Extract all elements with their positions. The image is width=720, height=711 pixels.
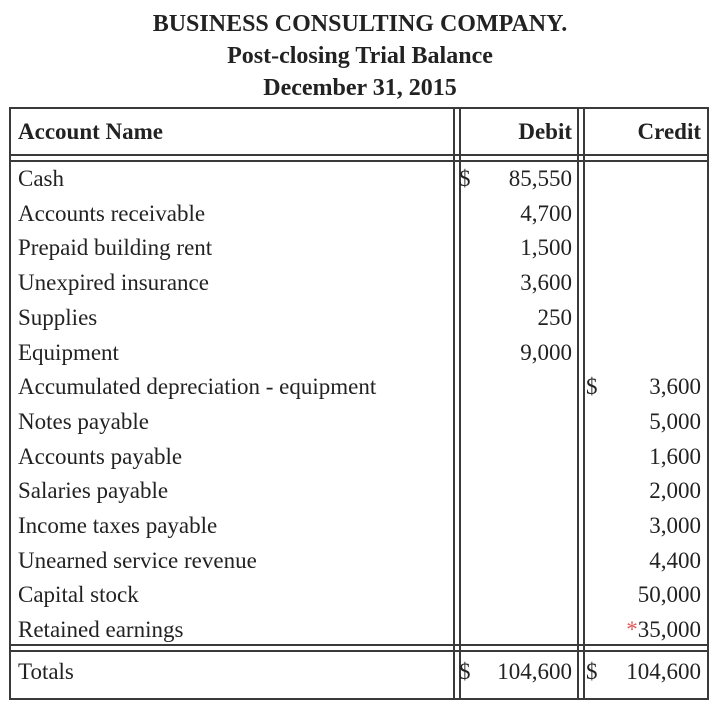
debit-amount: 4,700 [520, 200, 572, 226]
totals-credit-symbol: $ [586, 659, 598, 684]
credit-amount [649, 509, 701, 544]
debit-amount: 3,600 [520, 270, 572, 296]
debit-amount: 250 [537, 304, 572, 330]
credit-value: 4,400 [649, 547, 701, 573]
account-name: Supplies [18, 304, 98, 330]
credit-amount [638, 578, 701, 613]
credit-amount [649, 370, 701, 405]
statement-date: December 31, 2015 [263, 75, 457, 101]
footnote-asterisk: * [626, 617, 638, 643]
account-name: Unexpired insurance [18, 270, 209, 296]
account-name: Retained earnings [18, 617, 184, 643]
account-name: Cash [18, 166, 64, 191]
company-name: BUSINESS CONSULTING COMPANY. [152, 11, 568, 37]
totals-debit-symbol: $ [459, 659, 471, 684]
debit-header: Debit [518, 119, 572, 144]
account-name: Unearned service revenue [18, 547, 257, 573]
credit-header: Credit [637, 119, 701, 144]
statement-title: Post-closing Trial Balance [227, 43, 493, 69]
debit-amount: 9,000 [520, 339, 572, 365]
account-name: Prepaid building rent [18, 235, 213, 261]
debit-amount: 1,500 [520, 235, 572, 261]
header-rule [11, 154, 707, 156]
credit-value: 50,000 [637, 582, 701, 608]
account-name: Notes payable [18, 408, 149, 434]
credit-amount [649, 405, 701, 440]
totals-debit: 104,600 [497, 659, 572, 684]
account-name: Equipment [18, 339, 119, 365]
column-divider [453, 109, 455, 698]
credit-value: 2,000 [649, 478, 701, 504]
account-name: Accumulated depreciation - equipment [18, 374, 377, 400]
credit-value: 3,000 [649, 513, 701, 538]
credit-amount [649, 544, 701, 579]
account-name: Accounts receivable [18, 200, 206, 226]
account-name: Income taxes payable [18, 513, 218, 538]
totals-rule [11, 650, 707, 652]
credit-symbol: $ [586, 374, 598, 400]
debit-amount: 85,550 [508, 166, 572, 191]
account-name: Accounts payable [18, 443, 183, 469]
credit-value: 35,000 [637, 617, 701, 643]
report-header [0, 8, 720, 104]
credit-amount [649, 474, 701, 509]
debit-symbol: $ [459, 166, 471, 191]
credit-value: 1,600 [649, 443, 701, 469]
account-name-header: Account Name [18, 119, 163, 144]
trial-balance-table [9, 107, 709, 700]
credit-value: 5,000 [649, 408, 701, 434]
header-rule [11, 160, 707, 162]
column-divider [583, 109, 585, 698]
credit-amount [649, 440, 701, 475]
credit-value: 3,600 [649, 374, 701, 400]
credit-amount [626, 613, 701, 648]
account-name: Salaries payable [18, 478, 169, 504]
totals-credit: 104,600 [626, 659, 701, 684]
totals-label: Totals [18, 659, 74, 684]
account-name: Capital stock [18, 582, 139, 608]
column-divider [577, 109, 579, 698]
column-divider [459, 109, 461, 698]
